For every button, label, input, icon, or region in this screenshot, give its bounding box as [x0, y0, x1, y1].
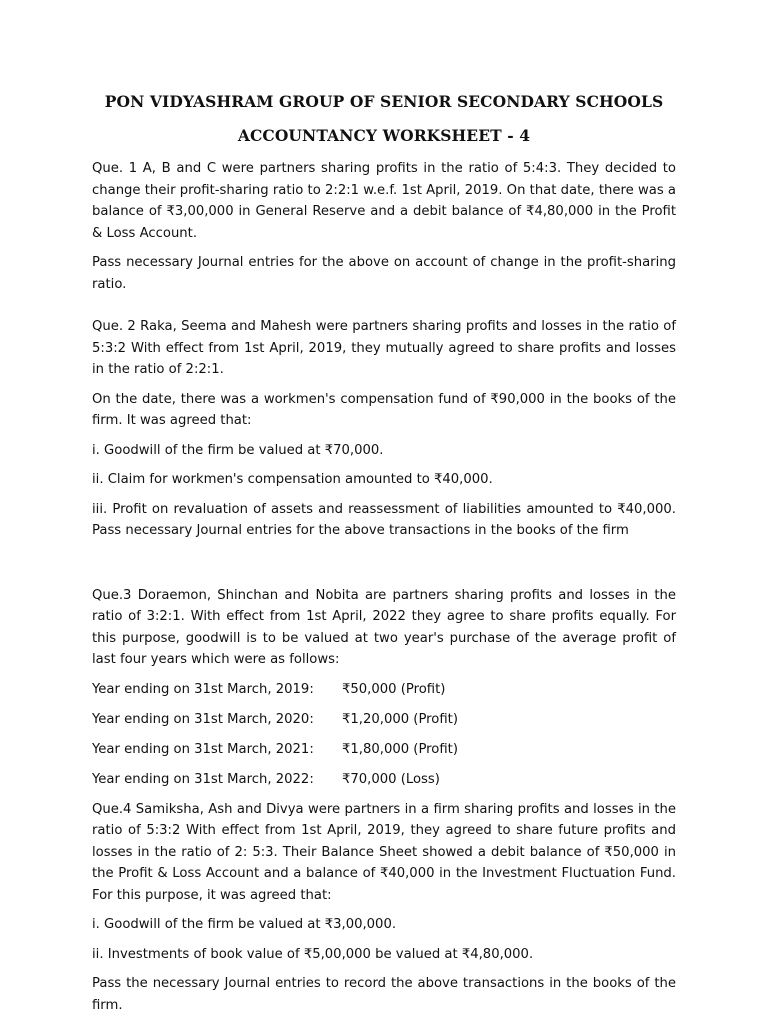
worksheet-title: ACCOUNTANCY WORKSHEET - 4	[237, 126, 531, 145]
q1-instruction: Pass necessary Journal entries for the above on account of change in the profit-sharing ratio.	[92, 255, 676, 292]
q4-text: Que.4 Samiksha, Ash and Divya were partners in a firm sharing profits and losses in the ratio of 5:3:2 With effect from 1st April, 2019, they agreed to share future profits and losses in the ratio of 2: 5:3. Their Balance Sheet showed a debit balance of ₹50,000 in the Profit & Loss Account and a balance of ₹40,000 in the Investment Fluctuation Fund. For this purpose, it was agreed that:	[92, 801, 676, 903]
q2-item-3: iii. Profit on revaluation of assets and reassessment of liabilities amounted to ₹40,000. Pass necessary Journal entries for the above transactions in the books of the firm	[92, 501, 676, 538]
school-title: PON VIDYASHRAM GROUP OF SENIOR SECONDARY SCHOOLS	[104, 92, 664, 111]
year-value: ₹50,000 (Profit)	[342, 682, 446, 697]
q4-item-2: ii. Investments of book value of ₹5,00,000 be valued at ₹4,80,000.	[92, 946, 534, 962]
year-value: ₹1,80,000 (Profit)	[342, 742, 458, 757]
year-value: ₹70,000 (Loss)	[342, 772, 440, 787]
year-label: Year ending on 31st March, 2021:	[92, 742, 314, 757]
year-row	[92, 679, 676, 701]
year-label: Year ending on 31st March, 2020:	[92, 712, 314, 727]
year-label: Year ending on 31st March, 2022:	[92, 772, 314, 787]
question-4	[92, 799, 676, 1017]
q4-instruction: Pass the necessary Journal entries to record the above transactions in the books of the firm.	[92, 976, 676, 1013]
question-3	[92, 585, 676, 791]
q2-item-1: i. Goodwill of the firm be valued at ₹70,000.	[92, 442, 384, 458]
worksheet-page	[92, 88, 676, 1016]
q2-text: Que. 2 Raka, Seema and Mahesh were partners sharing profits and losses in the ratio of 5:3:2 With effect from 1st April, 2019, they mutually agreed to share profits and losses in the ratio of 2:2:1.	[92, 319, 676, 377]
q4-item-1: i. Goodwill of the firm be valued at ₹3,00,000.	[92, 917, 397, 932]
q1-text: Que. 1 A, B and C were partners sharing profits in the ratio of 5:4:3. They decided to change their profit-sharing ratio to 2:2:1 w.e.f. 1st April, 2019. On that date, there was a balance of ₹3,00,000 in General Reserve and a debit balance of ₹4,80,000 in the Profit & Loss Account.	[92, 161, 676, 241]
question-1	[92, 158, 676, 295]
year-label: Year ending on 31st March, 2019:	[92, 682, 314, 697]
q2-context: On the date, there was a workmen's compensation fund of ₹90,000 in the books of the firm. It was agreed that:	[92, 391, 676, 428]
year-row	[92, 769, 676, 791]
year-row	[92, 739, 676, 761]
year-row	[92, 709, 676, 731]
q2-item-2: ii. Claim for workmen's compensation amounted to ₹40,000.	[92, 472, 493, 487]
q3-text: Que.3 Doraemon, Shinchan and Nobita are partners sharing profits and losses in the ratio of 3:2:1. With effect from 1st April, 2022 they agree to share profits equally. For this purpose, goodwill is to be valued at two year's purchase of the average profit of last four years which were as follows:	[92, 587, 676, 667]
year-value: ₹1,20,000 (Profit)	[342, 712, 458, 727]
question-2	[92, 316, 676, 542]
